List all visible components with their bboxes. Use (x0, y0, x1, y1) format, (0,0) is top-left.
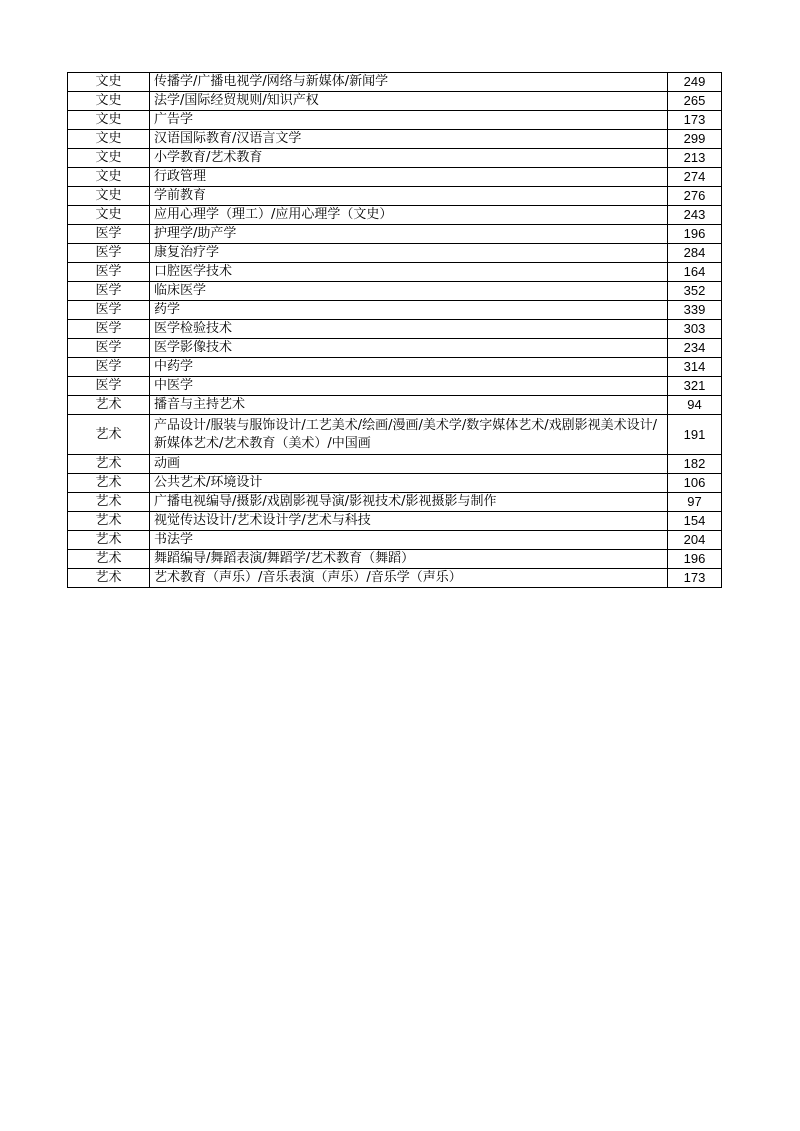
score-cell: 191 (668, 415, 722, 455)
category-cell: 医学 (68, 301, 150, 320)
majors-cell: 小学教育/艺术教育 (150, 149, 668, 168)
table-row (68, 396, 722, 415)
category-cell: 艺术 (68, 493, 150, 512)
majors-cell: 视觉传达设计/艺术设计学/艺术与科技 (150, 512, 668, 531)
table-row (68, 73, 722, 92)
majors-cell: 汉语国际教育/汉语言文学 (150, 130, 668, 149)
score-table-body (68, 73, 722, 588)
score-cell: 204 (668, 531, 722, 550)
score-cell: 243 (668, 206, 722, 225)
score-cell: 299 (668, 130, 722, 149)
score-cell: 234 (668, 339, 722, 358)
category-cell: 文史 (68, 130, 150, 149)
category-cell: 医学 (68, 339, 150, 358)
majors-cell: 书法学 (150, 531, 668, 550)
majors-cell: 艺术教育（声乐）/音乐表演（声乐）/音乐学（声乐） (150, 569, 668, 588)
majors-cell: 临床医学 (150, 282, 668, 301)
majors-cell: 口腔医学技术 (150, 263, 668, 282)
majors-cell: 医学检验技术 (150, 320, 668, 339)
category-cell: 文史 (68, 168, 150, 187)
majors-cell: 传播学/广播电视学/网络与新媒体/新闻学 (150, 73, 668, 92)
category-cell: 文史 (68, 111, 150, 130)
score-cell: 97 (668, 493, 722, 512)
table-row (68, 455, 722, 474)
category-cell: 医学 (68, 263, 150, 282)
table-row (68, 168, 722, 187)
category-cell: 医学 (68, 320, 150, 339)
table-row (68, 130, 722, 149)
category-cell: 文史 (68, 206, 150, 225)
score-cell: 339 (668, 301, 722, 320)
majors-cell: 中医学 (150, 377, 668, 396)
table-row (68, 569, 722, 588)
majors-cell: 广告学 (150, 111, 668, 130)
category-cell: 艺术 (68, 531, 150, 550)
table-row (68, 339, 722, 358)
score-cell: 276 (668, 187, 722, 206)
majors-cell: 中药学 (150, 358, 668, 377)
category-cell: 艺术 (68, 455, 150, 474)
score-cell: 284 (668, 244, 722, 263)
table-row (68, 358, 722, 377)
score-cell: 154 (668, 512, 722, 531)
category-cell: 艺术 (68, 569, 150, 588)
category-cell: 医学 (68, 244, 150, 263)
category-cell: 艺术 (68, 512, 150, 531)
score-table (67, 72, 722, 588)
score-cell: 182 (668, 455, 722, 474)
category-cell: 医学 (68, 377, 150, 396)
category-cell: 医学 (68, 225, 150, 244)
table-row (68, 187, 722, 206)
score-cell: 213 (668, 149, 722, 168)
table-row (68, 149, 722, 168)
score-cell: 314 (668, 358, 722, 377)
table-row (68, 531, 722, 550)
majors-cell: 播音与主持艺术 (150, 396, 668, 415)
majors-cell: 法学/国际经贸规则/知识产权 (150, 92, 668, 111)
majors-cell: 产品设计/服装与服饰设计/工艺美术/绘画/漫画/美术学/数字媒体艺术/戏剧影视美术设计/新媒体艺术/艺术教育（美术）/中国画 (150, 415, 668, 455)
table-row (68, 301, 722, 320)
table-row (68, 377, 722, 396)
category-cell: 艺术 (68, 550, 150, 569)
majors-cell: 医学影像技术 (150, 339, 668, 358)
category-cell: 文史 (68, 187, 150, 206)
majors-cell: 药学 (150, 301, 668, 320)
score-cell: 352 (668, 282, 722, 301)
category-cell: 文史 (68, 92, 150, 111)
score-cell: 164 (668, 263, 722, 282)
majors-cell: 护理学/助产学 (150, 225, 668, 244)
majors-cell: 公共艺术/环境设计 (150, 474, 668, 493)
table-row (68, 244, 722, 263)
category-cell: 医学 (68, 282, 150, 301)
category-cell: 文史 (68, 73, 150, 92)
score-cell: 274 (668, 168, 722, 187)
table-row (68, 111, 722, 130)
score-cell: 173 (668, 111, 722, 130)
score-cell: 265 (668, 92, 722, 111)
table-row (68, 92, 722, 111)
category-cell: 艺术 (68, 396, 150, 415)
table-row (68, 263, 722, 282)
score-cell: 173 (668, 569, 722, 588)
category-cell: 医学 (68, 358, 150, 377)
table-row (68, 225, 722, 244)
score-cell: 106 (668, 474, 722, 493)
score-cell: 321 (668, 377, 722, 396)
table-row (68, 474, 722, 493)
table-row (68, 493, 722, 512)
score-cell: 303 (668, 320, 722, 339)
majors-cell: 舞蹈编导/舞蹈表演/舞蹈学/艺术教育（舞蹈） (150, 550, 668, 569)
majors-cell: 行政管理 (150, 168, 668, 187)
majors-cell: 学前教育 (150, 187, 668, 206)
score-cell: 249 (668, 73, 722, 92)
majors-cell: 广播电视编导/摄影/戏剧影视导演/影视技术/影视摄影与制作 (150, 493, 668, 512)
table-row (68, 550, 722, 569)
table-row (68, 282, 722, 301)
table-row (68, 512, 722, 531)
score-cell: 94 (668, 396, 722, 415)
category-cell: 文史 (68, 149, 150, 168)
table-row (68, 206, 722, 225)
category-cell: 艺术 (68, 415, 150, 455)
majors-cell: 应用心理学（理工）/应用心理学（文史） (150, 206, 668, 225)
majors-cell: 动画 (150, 455, 668, 474)
score-cell: 196 (668, 550, 722, 569)
majors-cell: 康复治疗学 (150, 244, 668, 263)
table-row (68, 415, 722, 455)
score-cell: 196 (668, 225, 722, 244)
table-row (68, 320, 722, 339)
category-cell: 艺术 (68, 474, 150, 493)
